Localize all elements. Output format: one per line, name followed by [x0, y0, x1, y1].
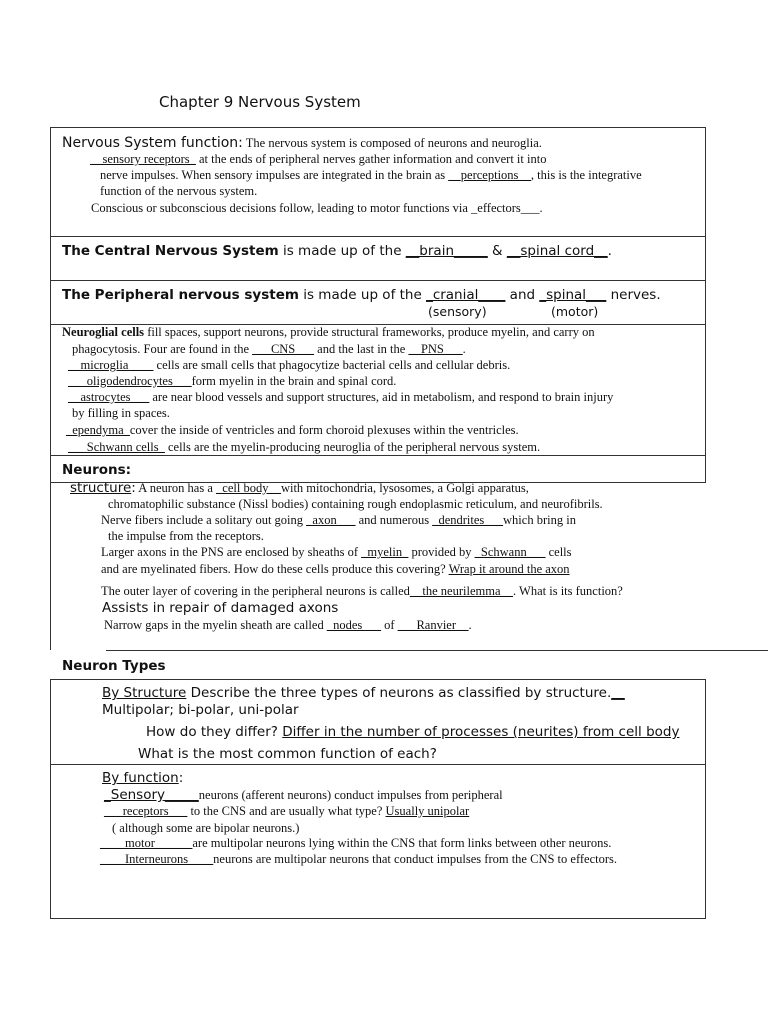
neurons-text: which bring in: [503, 513, 576, 527]
glia-text: fill spaces, support neurons, provide structural frameworks, produce myelin, and carry on: [144, 325, 595, 339]
neurons-text: provided by: [408, 545, 475, 559]
pns-text: is made up of the: [298, 287, 427, 303]
answer-oligodendrocytes: ___oligodendrocytes___: [68, 374, 192, 388]
glia-text: phagocytosis. Four are found in the: [72, 342, 253, 356]
neurons-text: Larger axons in the PNS are enclosed by sheaths of: [101, 545, 362, 559]
answer-differ: Differ in the number of processes (neurites) from cell body: [282, 724, 680, 740]
answer-cell-body: _cell body__: [216, 481, 281, 495]
cns-line: [62, 243, 612, 259]
neurons-text: A neuron has a: [135, 481, 217, 495]
function-line-3: ( although some are bipolar neurons.): [112, 821, 300, 835]
neurons-line-4: the impulse from the receptors.: [108, 529, 264, 543]
nsf-text: , this is the integrative: [530, 168, 642, 182]
function-line-5: [100, 852, 617, 867]
glia-line-8: [68, 440, 540, 455]
answer-multipolar: Multipolar; bi-polar, uni-polar: [102, 702, 299, 718]
glia-line-2: [72, 342, 466, 357]
glia-text: are near blood vessels and support structures, aid in metabolism, and respond to brain injury: [149, 390, 614, 404]
neurons-line-9: [104, 618, 472, 633]
neurons-text: . What is its function?: [513, 584, 623, 598]
divider: [50, 764, 706, 765]
nsf-text: at the ends of peripheral nerves gather information and convert it into: [195, 152, 547, 166]
neurons-text: with mitochondria, lysosomes, a Golgi apparatus,: [280, 481, 529, 495]
neurons-text: Nerve fibers include a solitary out going: [101, 513, 307, 527]
neurons-text: and are myelinated fibers. How do these cells produce this covering?: [101, 562, 449, 576]
types-text: How do they differ?: [146, 724, 283, 740]
types-text: Describe the three types of neurons as classified by structure.: [186, 685, 612, 701]
glia-line-4: [68, 374, 396, 389]
neurons-text: of: [381, 618, 398, 632]
pns-line: [62, 287, 661, 303]
glia-line-3: [68, 358, 510, 373]
types-text: neurons are multipolar neurons that conduct impulses from the CNS to effectors.: [213, 852, 618, 866]
by-structure-line: [102, 685, 625, 701]
answer-spinal-cord: __spinal cord__: [506, 243, 608, 259]
neuron-types-heading: Neuron Types: [62, 658, 166, 674]
answer-axon: _axon___: [306, 513, 356, 527]
answer-neurilemma: __the neurilemma__: [409, 584, 514, 598]
answer-dendrites: _dendrites___: [432, 513, 504, 527]
answer-cranial: _cranial____: [426, 287, 506, 303]
pns-heading: The Peripheral nervous system: [62, 287, 299, 303]
answer-brain: __brain_____: [405, 243, 488, 259]
by-structure-label: By Structure: [102, 685, 187, 701]
answer-sensory: _Sensory_____: [104, 787, 199, 803]
answer-sensory-receptors: __sensory receptors_: [90, 152, 196, 166]
answer-astrocytes: __astrocytes___: [68, 390, 150, 404]
neurons-text: and numerous: [355, 513, 433, 527]
colon: :: [131, 480, 136, 496]
answer-myelin: _myelin_: [361, 545, 409, 559]
answer-nodes: _nodes___: [326, 618, 382, 632]
answer-assists-repair: Assists in repair of damaged axons: [102, 600, 339, 616]
neurons-line-5: [101, 545, 572, 560]
cns-text: .: [607, 243, 612, 259]
answer-receptors: ___receptors___: [104, 804, 188, 818]
glia-text: cover the inside of ventricles and form choroid plexuses within the ventricles.: [129, 423, 519, 437]
glia-line-6: by filling in spaces.: [72, 406, 170, 420]
nsf-heading: Nervous System function:: [62, 135, 243, 151]
glia-text: and the last in the: [314, 342, 409, 356]
nsf-text: nerve impulses. When sensory impulses are integrated in the brain as: [100, 168, 449, 182]
nsf-line-2: [90, 152, 546, 167]
nsf-line-4: function of the nervous system.: [100, 184, 258, 198]
page-title: Chapter 9 Nervous System: [159, 93, 361, 111]
differ-line: [146, 724, 679, 740]
nsf-intro: The nervous system is composed of neurons and neuroglia.: [245, 136, 542, 150]
answer-schwann: _Schwann___: [474, 545, 546, 559]
answer-ependyma: _ependyma_: [66, 423, 130, 437]
nsf-line-3: [100, 168, 642, 183]
glia-text: .: [462, 342, 466, 356]
answer-cns: ___CNS___: [252, 342, 315, 356]
types-text: neurons (afferent neurons) conduct impulses from peripheral: [198, 788, 503, 802]
pns-text: and: [505, 287, 540, 303]
common-function-question: What is the most common function of each?: [138, 746, 437, 762]
answer-schwann-cells: ___Schwann cells_: [68, 440, 165, 454]
structure-label: structure: [70, 480, 132, 496]
glia-text: cells are the myelin-producing neuroglia of the peripheral nervous system.: [164, 440, 541, 454]
neurons-text: .: [468, 618, 472, 632]
answer-wrap-axon: Wrap it around the axon: [448, 562, 570, 576]
pns-sub-sensory: (sensory): [428, 304, 487, 319]
answer-usually-unipolar: Usually unipolar: [385, 804, 470, 818]
cns-text: is made up of the: [278, 243, 406, 259]
neurons-box: [50, 455, 706, 483]
divider: [50, 482, 51, 650]
glia-line-7: [66, 423, 519, 438]
colon: :: [178, 770, 184, 786]
nsf-line-1: [62, 135, 542, 151]
neurons-line-2: chromatophilic substance (Nissl bodies) containing rough endoplasmic reticulum, and neurofibrils.: [108, 497, 603, 511]
neurons-line-6: [101, 562, 570, 577]
function-line-4: [100, 836, 611, 851]
types-blank: __: [611, 685, 625, 701]
pns-text: nerves.: [606, 287, 661, 303]
glia-line-5: [68, 390, 613, 405]
answer-pns: __PNS___: [408, 342, 463, 356]
glia-line-1: [62, 325, 595, 340]
types-text: to the CNS and are usually what type?: [187, 804, 386, 818]
neurons-line-1: [70, 480, 529, 496]
cns-heading: The Central Nervous System: [62, 243, 279, 259]
neurons-line-7: [101, 584, 623, 599]
glia-heading: Neuroglial cells: [62, 325, 145, 339]
by-function-label: By function: [102, 770, 179, 786]
pns-sub-motor: (motor): [551, 304, 599, 319]
types-text: are multipolar neurons lying within the CNS that form links between other neurons.: [192, 836, 612, 850]
glia-text: form myelin in the brain and spinal cord.: [191, 374, 397, 388]
by-function-line: [102, 770, 183, 786]
neurons-line-3: [101, 513, 576, 528]
function-line-2: [104, 804, 469, 819]
answer-perceptions: __perceptions__: [448, 168, 531, 182]
answer-ranvier: ___Ranvier__: [397, 618, 469, 632]
nsf-line-5: Conscious or subconscious decisions follow, leading to motor functions via _effectors___.: [91, 201, 543, 215]
function-line-1: [104, 787, 503, 803]
divider: [106, 650, 768, 651]
cns-text: &: [487, 243, 507, 259]
answer-interneurons: ____Interneurons____: [100, 852, 214, 866]
answer-spinal: _spinal___: [539, 287, 607, 303]
neurons-text: Narrow gaps in the myelin sheath are called: [104, 618, 327, 632]
neurons-text: cells: [545, 545, 572, 559]
glia-text: cells are small cells that phagocytize bacterial cells and cellular debris.: [153, 358, 511, 372]
answer-microglia: __microglia____: [68, 358, 154, 372]
answer-motor: ____motor______: [100, 836, 193, 850]
neurons-heading: Neurons:: [62, 462, 132, 478]
neurons-text: The outer layer of covering in the peripheral neurons is called: [101, 584, 410, 598]
